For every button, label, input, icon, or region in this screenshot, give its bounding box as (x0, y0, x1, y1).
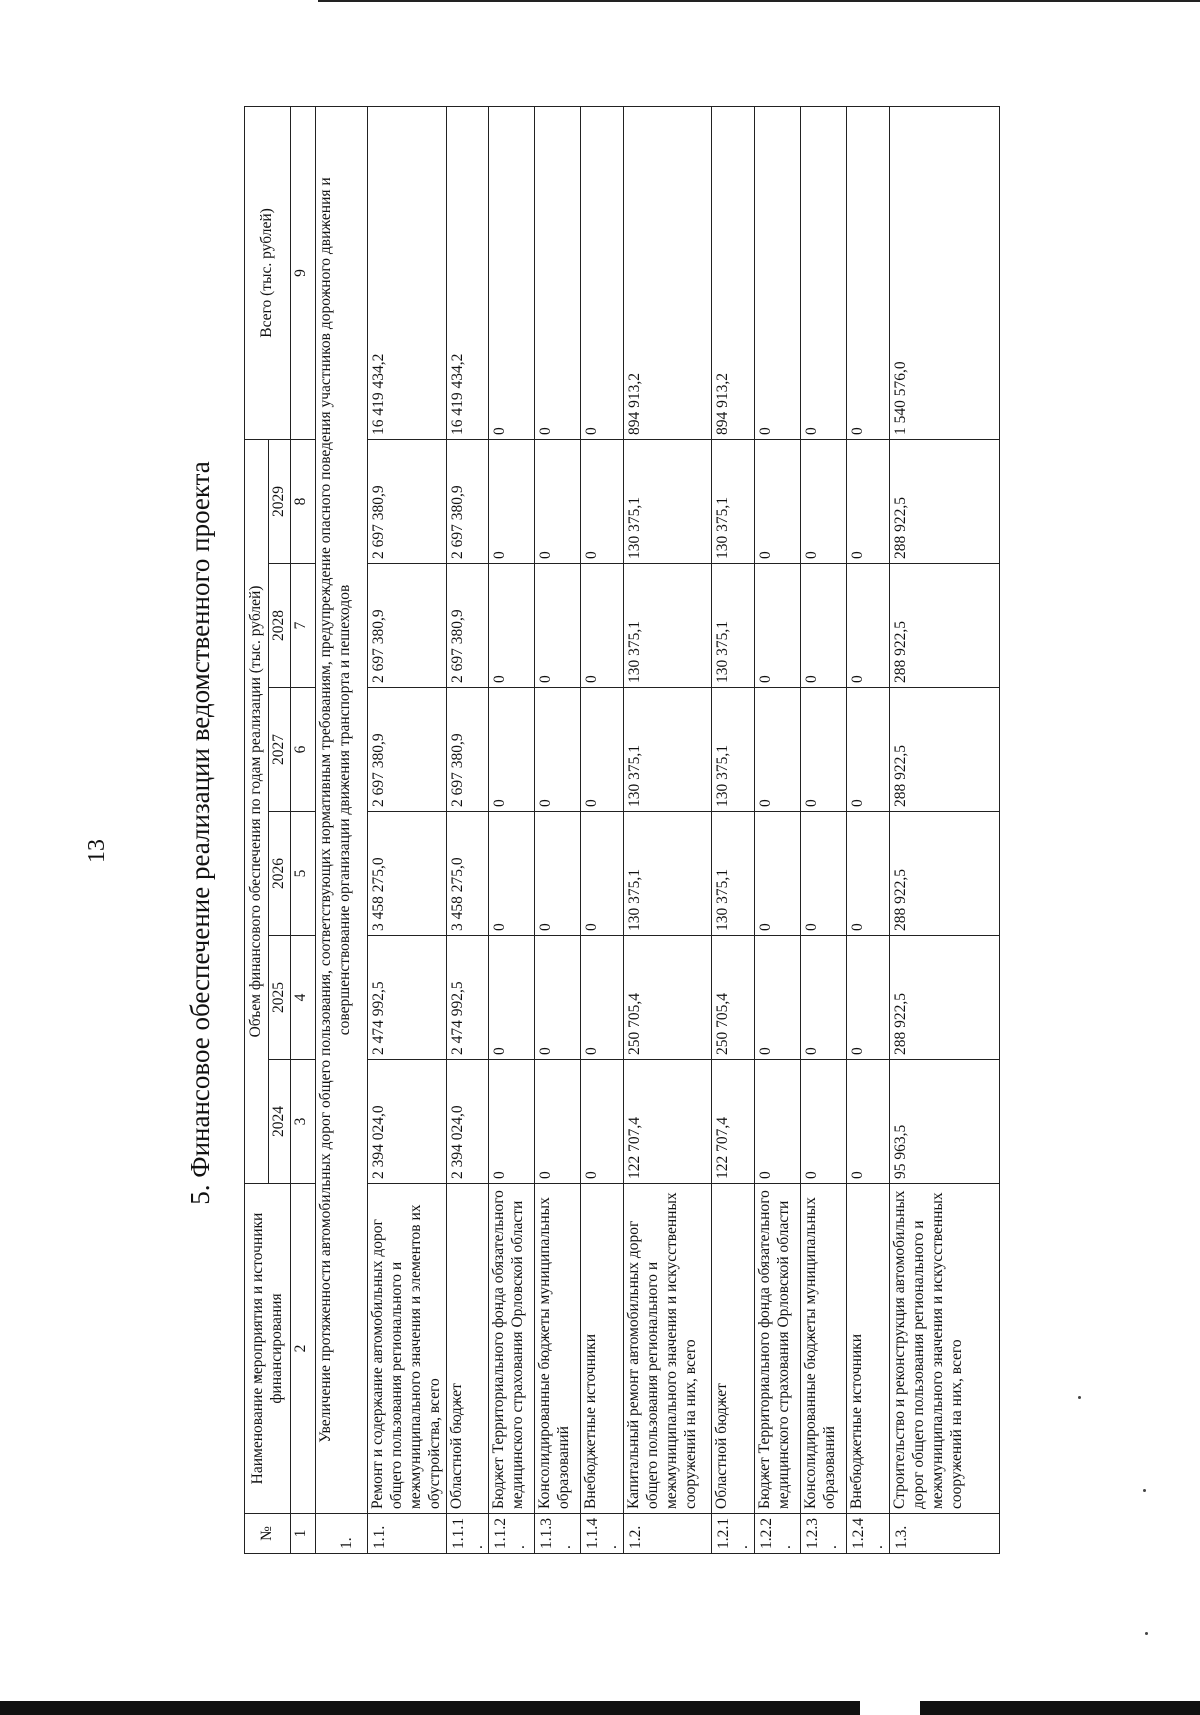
section-title: 5. Финансовое обеспечение реализации ведомственного проекта (185, 461, 215, 1205)
row-value-2025: 2 474 992,5 (446, 936, 489, 1060)
column-index: 5 (291, 812, 316, 936)
row-value-2026: 0 (755, 812, 801, 936)
header-year: 2026 (269, 812, 291, 936)
row-total: 0 (581, 106, 624, 439)
row-value-2029: 0 (489, 439, 535, 563)
header-year: 2027 (269, 688, 291, 812)
row-name: Ремонт и содержание автомобильных дорог общего пользования регионального и межмуниципального значения и элементов их обустройства, всего (368, 1184, 447, 1514)
rotated-table-stage (244, 107, 964, 1554)
row-total: 16 419 434,2 (368, 106, 447, 439)
scan-bottom-edge-gap (860, 1701, 920, 1715)
row-value-2029: 0 (847, 439, 890, 563)
row-name: Консолидированные бюджеты муниципальных образований (801, 1184, 847, 1514)
row-value-2028: 0 (755, 564, 801, 688)
row-value-2028: 288 922,5 (889, 564, 999, 688)
row-total: 1 540 576,0 (889, 106, 999, 439)
row-value-2028: 0 (489, 564, 535, 688)
row-value-2027: 0 (801, 688, 847, 812)
row-number: 1.3. (889, 1514, 999, 1554)
row-number: 1.2.3. (801, 1514, 847, 1554)
column-index: 2 (291, 1184, 316, 1514)
row-value-2029: 130 375,1 (712, 439, 755, 563)
row-number: 1.1.2. (489, 1514, 535, 1554)
row-value-2024: 122 707,4 (712, 1060, 755, 1184)
table-row (624, 106, 712, 1553)
row-value-2024: 95 963,5 (889, 1060, 999, 1184)
column-index: 8 (291, 439, 316, 563)
table-row (712, 106, 755, 1553)
row-name: Бюджет Территориального фонда обязательного медицинского страхования Орловской области (489, 1184, 535, 1514)
header-year: 2024 (269, 1060, 291, 1184)
row-total: 894 913,2 (624, 106, 712, 439)
row-number: 1.2. (624, 1514, 712, 1554)
row-value-2026: 0 (581, 812, 624, 936)
row-name: Внебюджетные источники (847, 1184, 890, 1514)
row-total: 0 (489, 106, 535, 439)
row-total: 0 (755, 106, 801, 439)
row-value-2026: 0 (847, 812, 890, 936)
row-value-2028: 0 (847, 564, 890, 688)
row-value-2028: 0 (535, 564, 581, 688)
row-name: Внебюджетные источники (581, 1184, 624, 1514)
row-value-2027: 0 (755, 688, 801, 812)
row-value-2027: 2 697 380,9 (446, 688, 489, 812)
row-value-2026: 0 (801, 812, 847, 936)
row-value-2028: 130 375,1 (624, 564, 712, 688)
row-value-2024: 0 (847, 1060, 890, 1184)
row-total: 0 (847, 106, 890, 439)
column-index: 3 (291, 1060, 316, 1184)
row-value-2028: 130 375,1 (712, 564, 755, 688)
table-row (446, 106, 489, 1553)
scan-bottom-edge (0, 1701, 1200, 1715)
row-value-2024: 0 (581, 1060, 624, 1184)
row-value-2024: 122 707,4 (624, 1060, 712, 1184)
goal-number: 1. (316, 1514, 368, 1554)
row-name: Областной бюджет (712, 1184, 755, 1514)
scan-speck (1143, 1489, 1146, 1492)
row-total: 16 419 434,2 (446, 106, 489, 439)
row-value-2029: 0 (581, 439, 624, 563)
table-row (368, 106, 447, 1553)
row-value-2026: 130 375,1 (624, 812, 712, 936)
row-value-2027: 130 375,1 (624, 688, 712, 812)
row-value-2027: 288 922,5 (889, 688, 999, 812)
column-index: 1 (291, 1514, 316, 1554)
column-index: 4 (291, 936, 316, 1060)
row-total: 894 913,2 (712, 106, 755, 439)
row-value-2026: 130 375,1 (712, 812, 755, 936)
header-name: Наименование мероприятия и источники финансирования (245, 1184, 291, 1514)
row-value-2028: 0 (801, 564, 847, 688)
row-value-2028: 2 697 380,9 (446, 564, 489, 688)
scan-top-edge (318, 0, 1200, 2)
scan-speck (1145, 1632, 1148, 1635)
row-value-2029: 2 697 380,9 (446, 439, 489, 563)
table-row (535, 106, 581, 1553)
row-value-2025: 2 474 992,5 (368, 936, 447, 1060)
header-num: № (245, 1514, 291, 1554)
row-value-2025: 0 (535, 936, 581, 1060)
row-number: 1.2.2. (755, 1514, 801, 1554)
goal-row (316, 106, 368, 1553)
row-number: 1.1.1. (446, 1514, 489, 1554)
row-value-2025: 0 (755, 936, 801, 1060)
row-value-2027: 0 (535, 688, 581, 812)
header-year: 2028 (269, 564, 291, 688)
row-value-2024: 0 (755, 1060, 801, 1184)
row-number: 1.1.4. (581, 1514, 624, 1554)
header-total: Всего (тыс. рублей) (245, 106, 291, 439)
row-value-2027: 130 375,1 (712, 688, 755, 812)
header-year: 2029 (269, 439, 291, 563)
row-number: 1.2.4. (847, 1514, 890, 1554)
row-number: 1.1. (368, 1514, 447, 1554)
page-number: 13 (84, 839, 110, 863)
row-name: Областной бюджет (446, 1184, 489, 1514)
row-value-2027: 0 (489, 688, 535, 812)
row-value-2025: 0 (489, 936, 535, 1060)
table-row (889, 106, 999, 1553)
row-value-2025: 250 705,4 (624, 936, 712, 1060)
scan-speck (1078, 1396, 1081, 1399)
row-value-2029: 130 375,1 (624, 439, 712, 563)
row-total: 0 (801, 106, 847, 439)
row-value-2028: 0 (581, 564, 624, 688)
table-row (581, 106, 624, 1553)
column-index-row (291, 106, 316, 1553)
table-row (847, 106, 890, 1553)
row-value-2025: 288 922,5 (889, 936, 999, 1060)
row-number: 1.1.3. (535, 1514, 581, 1554)
row-name: Строительство и реконструкция автомобильных дорог общего пользования регионального и межмуниципального значения и искусственных сооружений на них, всего (889, 1184, 999, 1514)
row-value-2024: 0 (489, 1060, 535, 1184)
row-value-2027: 2 697 380,9 (368, 688, 447, 812)
row-value-2026: 288 922,5 (889, 812, 999, 936)
row-value-2029: 0 (535, 439, 581, 563)
row-name: Бюджет Территориального фонда обязательного медицинского страхования Орловской области (755, 1184, 801, 1514)
row-value-2024: 0 (801, 1060, 847, 1184)
row-value-2027: 0 (847, 688, 890, 812)
row-value-2029: 288 922,5 (889, 439, 999, 563)
row-name: Капитальный ремонт автомобильных дорог общего пользования регионального и межмуниципального значения и искусственных сооружений на них, всего (624, 1184, 712, 1514)
column-index: 7 (291, 564, 316, 688)
row-value-2029: 0 (801, 439, 847, 563)
row-value-2027: 0 (581, 688, 624, 812)
row-number: 1.2.1. (712, 1514, 755, 1554)
row-name: Консолидированные бюджеты муниципальных образований (535, 1184, 581, 1514)
table-row (755, 106, 801, 1553)
row-value-2026: 0 (535, 812, 581, 936)
row-value-2029: 0 (755, 439, 801, 563)
header-row (245, 106, 269, 1553)
row-value-2025: 250 705,4 (712, 936, 755, 1060)
column-index: 6 (291, 688, 316, 812)
table-row (489, 106, 535, 1553)
row-value-2024: 2 394 024,0 (368, 1060, 447, 1184)
table-row (801, 106, 847, 1553)
row-value-2026: 0 (489, 812, 535, 936)
row-value-2026: 3 458 275,0 (446, 812, 489, 936)
header-year: 2025 (269, 936, 291, 1060)
goal-text: Увеличение протяженности автомобильных дорог общего пользования, соответствующих нормативным требованиям, предупреждение опасного поведения участников дорожного движения и совершенствование организации движения транспорта и пешеходов (316, 106, 368, 1513)
row-value-2029: 2 697 380,9 (368, 439, 447, 563)
header-volume-group: Объем финансового обеспечения по годам реализации (тыс. рублей) (245, 439, 269, 1183)
row-value-2025: 0 (581, 936, 624, 1060)
row-value-2026: 3 458 275,0 (368, 812, 447, 936)
financing-table (244, 106, 1000, 1554)
row-value-2028: 2 697 380,9 (368, 564, 447, 688)
column-index: 9 (291, 106, 316, 439)
row-value-2025: 0 (847, 936, 890, 1060)
row-value-2024: 0 (535, 1060, 581, 1184)
row-value-2025: 0 (801, 936, 847, 1060)
row-total: 0 (535, 106, 581, 439)
row-value-2024: 2 394 024,0 (446, 1060, 489, 1184)
